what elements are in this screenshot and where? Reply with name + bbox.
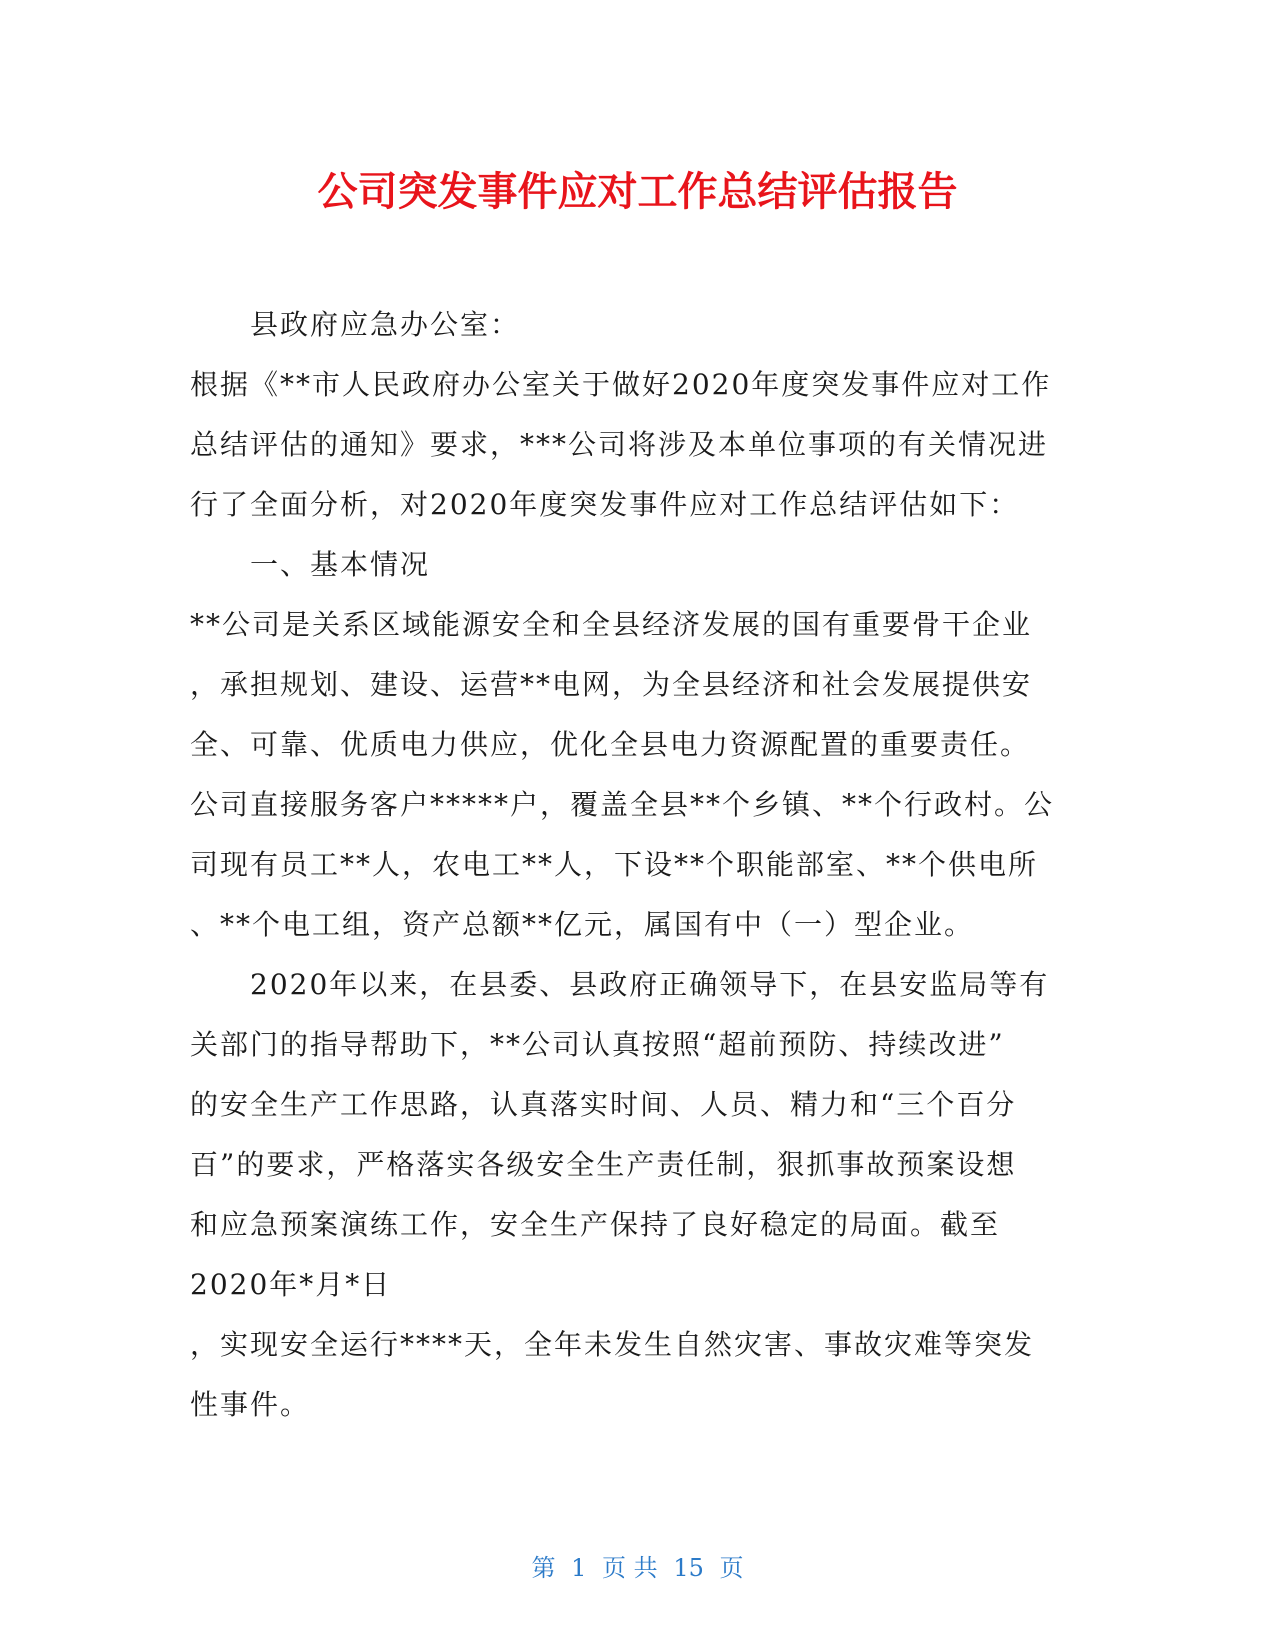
body-line: 关部门的指导帮助下，**公司认真按照“超前预防、持续改进” <box>190 1028 1005 1061</box>
body-line: 、**个电工组，资产总额**亿元，属国有中（一）型企业。 <box>190 908 975 941</box>
body-line: 百”的要求，严格落实各级安全生产责任制，狠抓事故预案设想 <box>190 1148 1017 1181</box>
page-label-suffix: 页 <box>719 1554 744 1582</box>
document-body <box>190 295 1085 1435</box>
body-line: 县政府应急办公室： <box>250 308 521 341</box>
body-line: 的安全生产工作思路，认真落实时间、人员、精力和“三个百分 <box>190 1088 1017 1121</box>
body-line: 总结评估的通知》要求，***公司将涉及本单位事项的有关情况进 <box>190 428 1049 461</box>
document-title: 公司突发事件应对工作总结评估报告 <box>317 169 958 215</box>
body-line: ，实现安全运行****天，全年未发生自然灾害、事故灾难等突发 <box>190 1328 1035 1361</box>
body-line: 2020年*月*日 <box>190 1268 392 1301</box>
body-line: 性事件。 <box>190 1388 311 1421</box>
page-number: 1 <box>571 1554 587 1582</box>
page-label-prefix: 第 <box>531 1554 556 1582</box>
body-line: 和应急预案演练工作，安全生产保持了良好稳定的局面。截至 <box>190 1208 1001 1241</box>
body-line: 司现有员工**人，农电工**人，下设**个职能部室、**个供电所 <box>190 848 1039 881</box>
page-label-mid: 页 共 <box>602 1554 658 1582</box>
page-footer <box>0 1548 1275 1583</box>
body-line: 2020年以来，在县委、县政府正确领导下，在县安监局等有 <box>250 968 1050 1001</box>
body-line: **公司是关系区域能源安全和全县经济发展的国有重要骨干企业 <box>190 608 1033 641</box>
section-heading: 一、基本情况 <box>250 548 431 581</box>
body-line: 公司直接服务客户*****户，覆盖全县**个乡镇、**个行政村。公 <box>190 788 1055 821</box>
body-line: ，承担规划、建设、运营**电网，为全县经济和社会发展提供安 <box>190 668 1033 701</box>
body-line: 行了全面分析，对2020年度突发事件应对工作总结评估如下： <box>190 488 1020 521</box>
body-line: 全、可靠、优质电力供应，优化全县电力资源配置的重要责任。 <box>190 728 1031 761</box>
body-line: 根据《**市人民政府办公室关于做好2020年度突发事件应对工作 <box>190 368 1052 401</box>
total-pages: 15 <box>673 1554 704 1582</box>
